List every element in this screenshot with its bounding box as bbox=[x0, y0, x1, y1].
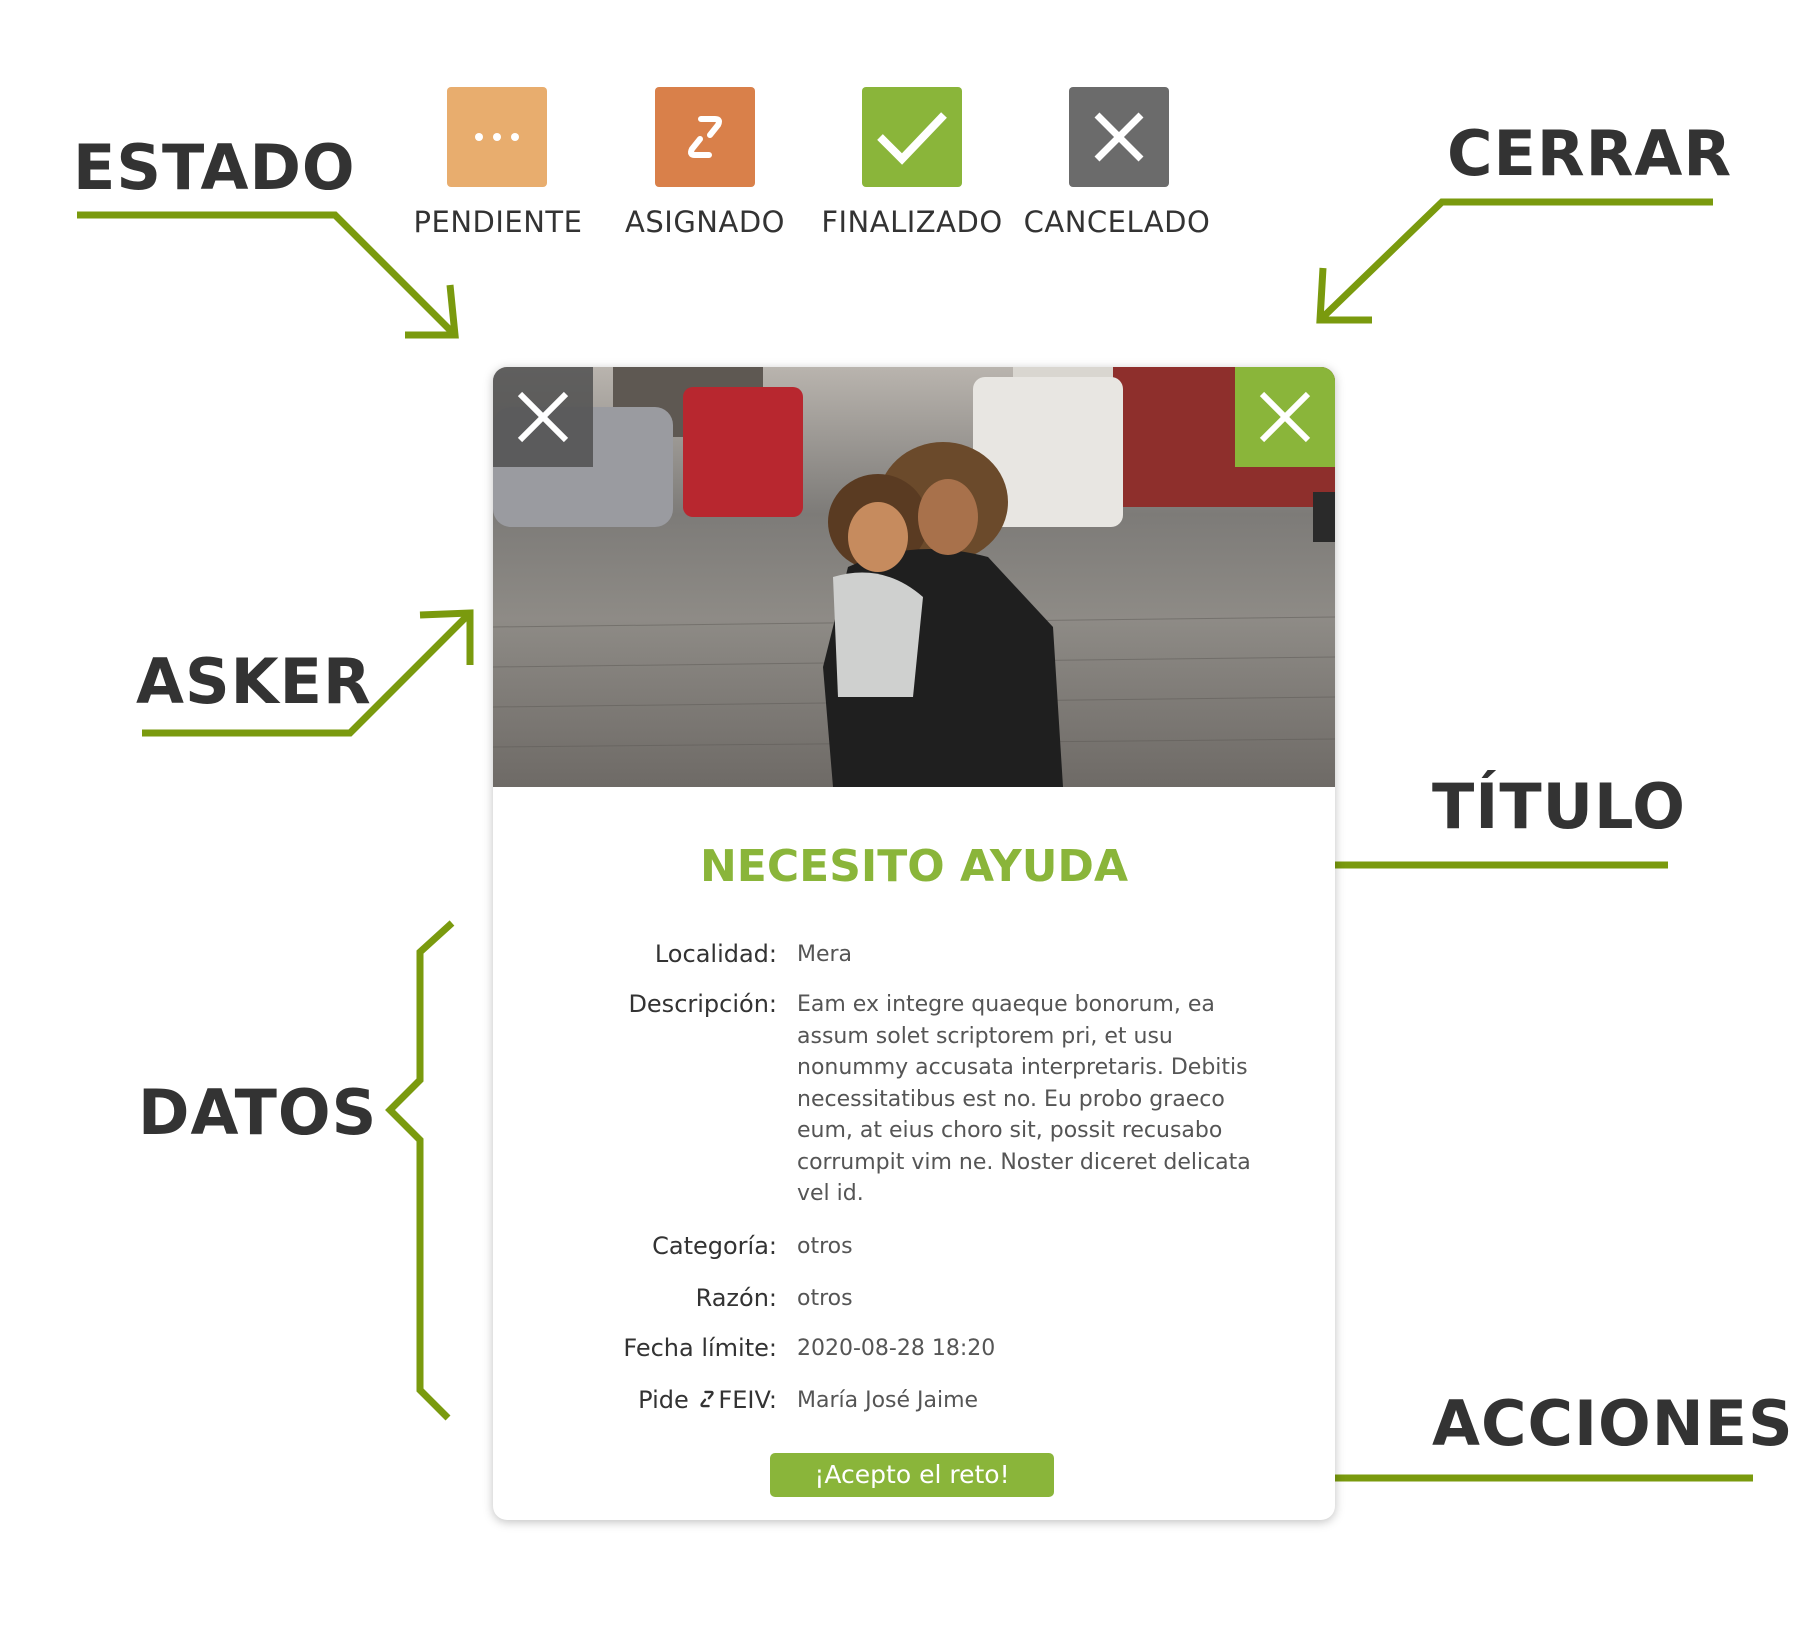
status-cancelado-icon bbox=[1069, 87, 1169, 187]
link-icon bbox=[677, 109, 733, 165]
card-title: NECESITO AYUDA bbox=[699, 841, 1129, 892]
status-finalizado-label: FINALIZADO bbox=[821, 205, 1003, 239]
status-pendiente-icon bbox=[447, 87, 547, 187]
field-key-suffix: FEIV: bbox=[718, 1386, 777, 1414]
check-icon bbox=[874, 107, 950, 167]
field-value: 2020-08-28 18:20 bbox=[797, 1336, 996, 1361]
field-key: Razón: bbox=[695, 1284, 777, 1312]
label-asker: ASKER bbox=[136, 645, 372, 718]
close-card-button[interactable] bbox=[493, 367, 593, 467]
label-cerrar: CERRAR bbox=[1447, 117, 1733, 190]
label-acciones: ACCIONES bbox=[1432, 1387, 1794, 1460]
field-key bbox=[638, 1385, 777, 1416]
status-finalizado-icon bbox=[862, 87, 962, 187]
field-value: otros bbox=[797, 1286, 853, 1311]
field-value: otros bbox=[797, 1234, 853, 1259]
datos-brace bbox=[390, 923, 452, 1418]
field-key: Fecha límite: bbox=[623, 1334, 777, 1362]
accept-challenge-button[interactable]: ¡Acepto el reto! bbox=[770, 1453, 1054, 1497]
status-pendiente-label: PENDIENTE bbox=[413, 205, 583, 239]
status-badge bbox=[1235, 367, 1335, 467]
field-value: María José Jaime bbox=[797, 1388, 979, 1413]
status-asignado-label: ASIGNADO bbox=[625, 205, 785, 239]
label-titulo: TÍTULO bbox=[1432, 770, 1686, 843]
cerrar-arrow bbox=[1320, 202, 1713, 320]
label-estado: ESTADO bbox=[73, 131, 356, 204]
status-asignado-icon bbox=[655, 87, 755, 187]
field-value: Mera bbox=[797, 942, 853, 967]
field-key: Descripción: bbox=[628, 990, 777, 1018]
close-icon bbox=[514, 388, 572, 446]
field-key-prefix: Pide bbox=[638, 1386, 689, 1414]
link-icon bbox=[696, 1387, 718, 1411]
request-card bbox=[493, 367, 1335, 1520]
field-key: Categoría: bbox=[652, 1232, 777, 1260]
close-icon bbox=[1256, 388, 1314, 446]
status-cancelado-label: CANCELADO bbox=[1023, 205, 1211, 239]
label-datos: DATOS bbox=[138, 1076, 378, 1149]
field-key: Localidad: bbox=[654, 940, 777, 968]
ellipsis-icon bbox=[467, 127, 527, 147]
asker-photo bbox=[493, 367, 1335, 787]
close-icon bbox=[1091, 109, 1147, 165]
field-value: Eam ex integre quaeque bonorum, ea assum solet scriptorem pri, et usu nonummy accusata interpretaris. Debitis necessitatibus est no. Eu probo graeco eum, at eius choro sit, possit recusabo corrumpit vim ne. Noster diceret delicata vel id. bbox=[797, 992, 1251, 1206]
